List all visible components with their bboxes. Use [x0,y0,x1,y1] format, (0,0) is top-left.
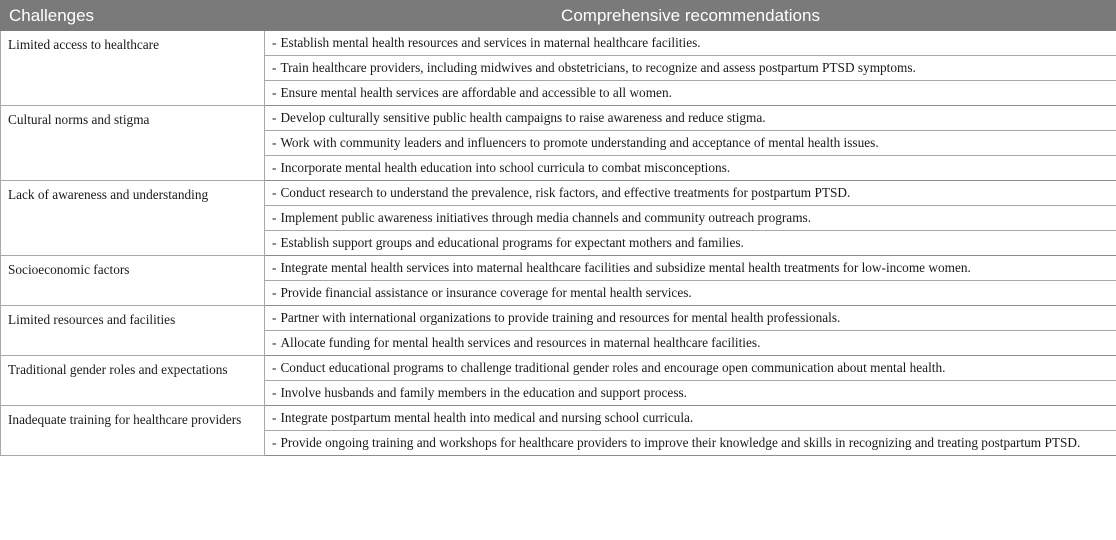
list-dash: - [272,185,277,200]
list-dash: - [272,110,277,125]
recommendation-cell [265,206,1116,231]
challenge-cell: Traditional gender roles and expectations [1,356,265,406]
recommendation-text: Work with community leaders and influencers to promote understanding and acceptance of mental health issues. [280,135,879,150]
recommendation-text: Establish mental health resources and services in maternal healthcare facilities. [280,35,701,50]
list-dash: - [272,385,277,400]
list-dash: - [272,285,277,300]
recommendation-text: Train healthcare providers, including midwives and obstetricians, to recognize and assess postpartum PTSD symptoms. [280,60,916,75]
recommendation-cell [265,281,1116,306]
recommendation-text: Conduct educational programs to challenge traditional gender roles and encourage open communication about mental health. [280,360,946,375]
recommendation-text: Develop culturally sensitive public health campaigns to raise awareness and reduce stigma. [280,110,766,125]
recommendation-text: Provide ongoing training and workshops for healthcare providers to improve their knowledge and skills in recognizing and treating postpartum PTSD. [280,435,1081,450]
table-row [1,256,1116,281]
table-row [1,406,1116,431]
header-recommendations: Comprehensive recommendations [265,1,1116,31]
recommendation-cell [265,131,1116,156]
recommendation-text: Partner with international organizations to provide training and resources for mental health professionals. [280,310,841,325]
list-dash: - [272,335,277,350]
recommendation-text: Ensure mental health services are affordable and accessible to all women. [280,85,672,100]
recommendation-text: Conduct research to understand the prevalence, risk factors, and effective treatments for postpartum PTSD. [280,185,851,200]
recommendation-cell [265,381,1116,406]
recommendation-cell [265,256,1116,281]
recommendation-text: Implement public awareness initiatives through media channels and community outreach programs. [280,210,812,225]
table-row [1,181,1116,206]
challenge-cell: Cultural norms and stigma [1,106,265,181]
recommendation-cell [265,106,1116,131]
recommendation-cell [265,331,1116,356]
recommendation-cell [265,231,1116,256]
challenge-cell: Limited access to healthcare [1,31,265,106]
list-dash: - [272,60,277,75]
recommendation-text: Incorporate mental health education into school curricula to combat misconceptions. [280,160,731,175]
challenge-cell: Limited resources and facilities [1,306,265,356]
list-dash: - [272,435,277,450]
recommendation-cell [265,431,1116,456]
recommendation-cell [265,306,1116,331]
recommendation-cell [265,356,1116,381]
list-dash: - [272,360,277,375]
challenge-cell: Inadequate training for healthcare providers [1,406,265,456]
table-row [1,356,1116,381]
table-row [1,31,1116,56]
recommendation-text: Allocate funding for mental health services and resources in maternal healthcare facilities. [280,335,761,350]
header-challenges: Challenges [1,1,265,31]
recommendation-text: Integrate mental health services into maternal healthcare facilities and subsidize mental health treatments for low-income women. [280,260,971,275]
recommendation-cell [265,406,1116,431]
recommendation-cell [265,31,1116,56]
recommendation-text: Establish support groups and educational programs for expectant mothers and families. [280,235,744,250]
recommendation-cell [265,156,1116,181]
list-dash: - [272,135,277,150]
list-dash: - [272,85,277,100]
list-dash: - [272,210,277,225]
table-row [1,106,1116,131]
challenge-cell: Lack of awareness and understanding [1,181,265,256]
recommendation-cell [265,181,1116,206]
recommendation-cell [265,56,1116,81]
table-body [1,31,1116,456]
list-dash: - [272,235,277,250]
list-dash: - [272,310,277,325]
list-dash: - [272,35,277,50]
recommendation-text: Involve husbands and family members in the education and support process. [280,385,688,400]
challenge-cell: Socioeconomic factors [1,256,265,306]
table-row [1,306,1116,331]
recommendation-text: Provide financial assistance or insurance coverage for mental health services. [280,285,692,300]
list-dash: - [272,160,277,175]
recommendation-text: Integrate postpartum mental health into medical and nursing school curricula. [280,410,694,425]
header-row [1,1,1116,31]
recommendation-cell [265,81,1116,106]
list-dash: - [272,410,277,425]
list-dash: - [272,260,277,275]
